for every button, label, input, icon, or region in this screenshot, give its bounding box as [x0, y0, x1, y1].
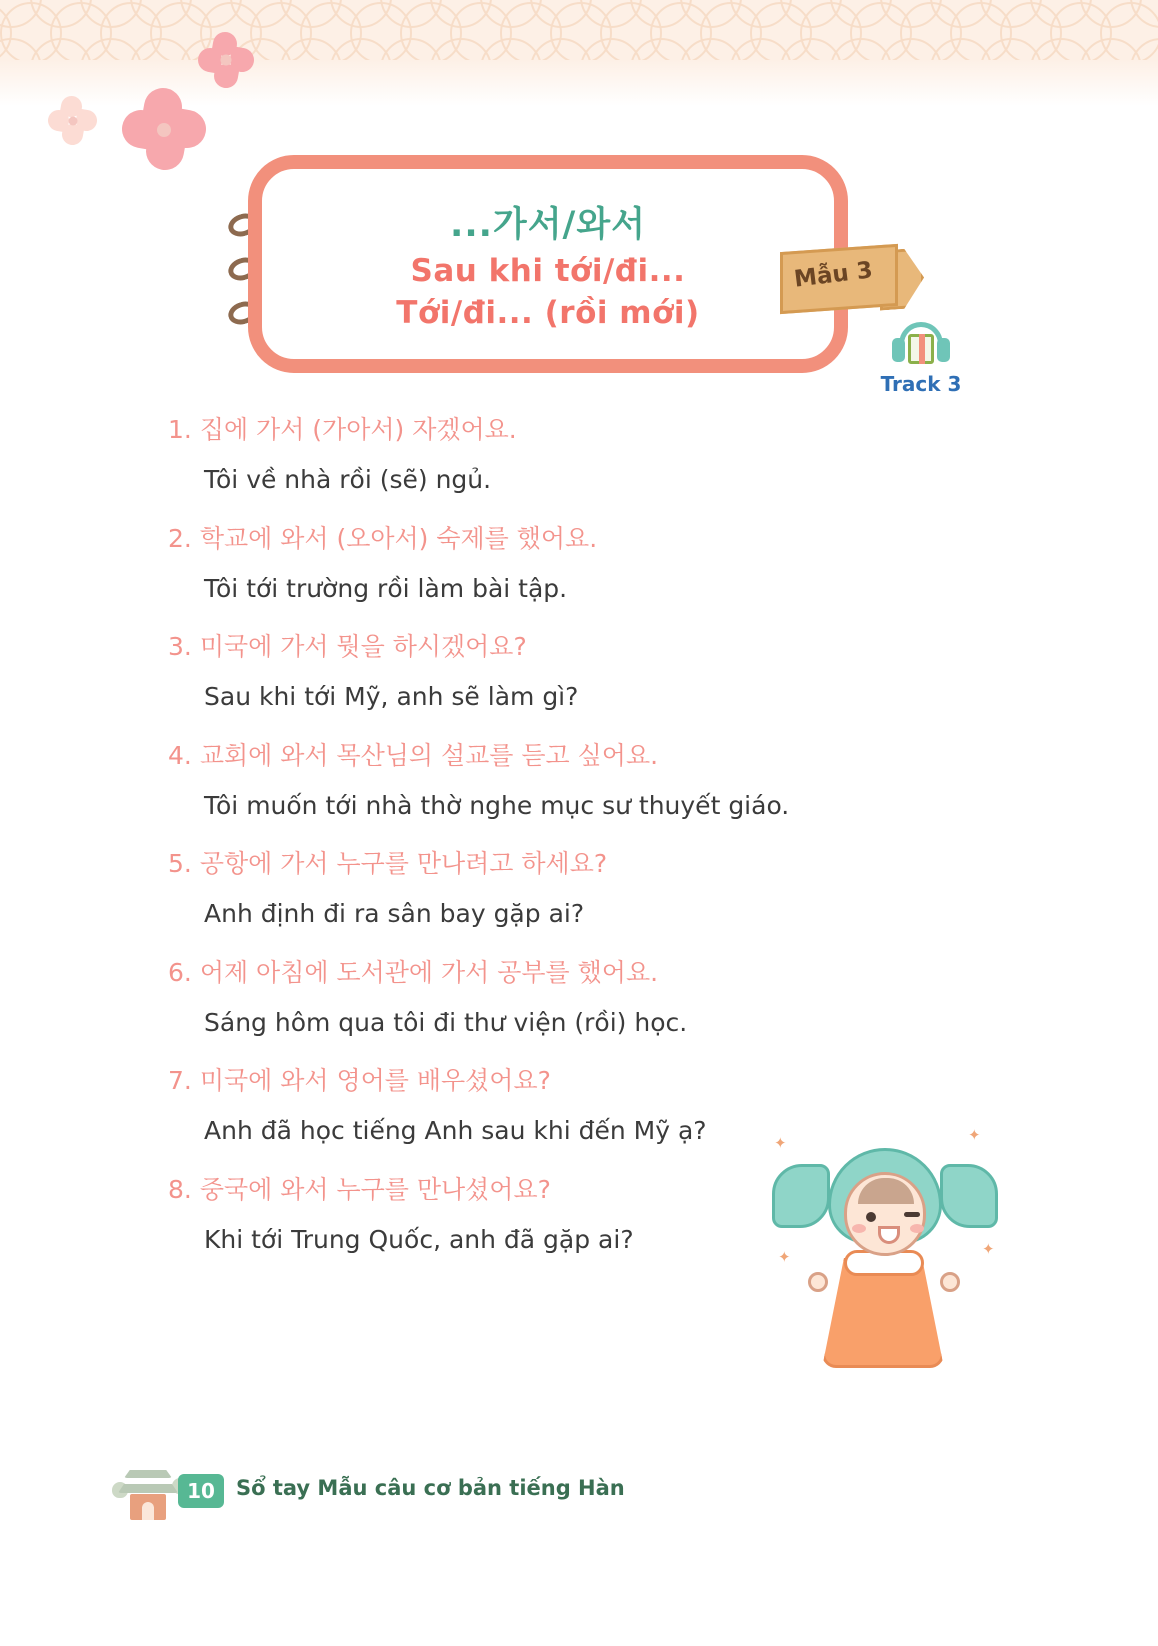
- girl-cheek-right: [910, 1224, 924, 1233]
- sentence-vietnamese: Tôi về nhà rồi (sẽ) ngủ.: [204, 465, 492, 495]
- candy-wrapper-right: [940, 1164, 998, 1228]
- sentence-vietnamese: Sau khi tới Mỹ, anh sẽ làm gì?: [204, 682, 579, 712]
- sentence-korean: 1. 집에 가서 (가아서) 자겠어요.: [168, 415, 517, 444]
- sentence-korean: 3. 미국에 가서 뭣을 하시겠어요?: [168, 632, 527, 661]
- sentence-korean: 4. 교회에 와서 목산님의 설교를 듣고 싶어요.: [168, 740, 659, 770]
- girl-eye-left: [866, 1212, 876, 1222]
- list-item: [168, 846, 988, 933]
- sentence-vietnamese: Anh đã học tiếng Anh sau khi đến Mỹ ạ?: [204, 1116, 707, 1146]
- sentence-korean: 7. 미국에 와서 영어를 배우셨어요?: [168, 1066, 551, 1095]
- blossom-icon: [122, 88, 206, 172]
- sentence-vietnamese: Anh định đi ra sân bay gặp ai?: [204, 899, 585, 929]
- page-footer: [96, 1458, 796, 1528]
- sentence-vietnamese: Tôi tới trường rồi làm bài tập.: [204, 573, 568, 603]
- pattern-badge-label: Mẫu 3: [792, 257, 875, 293]
- blossom-icon: [198, 32, 258, 92]
- pattern-title-card: [248, 155, 848, 373]
- sentence-vietnamese: Sáng hôm qua tôi đi thư viện (rồi) học.: [204, 1007, 688, 1037]
- list-item: [168, 738, 988, 825]
- pattern-badge-sign: [780, 248, 920, 314]
- girl-eye-right: [904, 1212, 920, 1217]
- sentence-korean: 6. 어제 아침에 도서관에 가서 공부를 했어요.: [168, 957, 659, 987]
- girl-cheek-left: [852, 1224, 866, 1233]
- sentence-korean: 8. 중국에 와서 누구를 만나셨어요?: [168, 1174, 551, 1204]
- list-item: [168, 955, 988, 1042]
- sentence-vietnamese: Tôi muốn tới nhà thờ nghe mục sư thuyết giáo.: [204, 790, 790, 820]
- candy-girl-illustration: ✦ ✦ ✦ ✦: [770, 1120, 1000, 1380]
- track-label: Track 3: [880, 372, 962, 396]
- title-korean: ...가서/와서: [450, 205, 646, 245]
- list-item: [168, 412, 988, 499]
- page-number-badge: 10: [178, 1474, 224, 1508]
- list-item: [168, 521, 988, 608]
- list-item: [168, 629, 988, 716]
- title-vietnamese-line-2: Tới/đi... (rồi mới): [396, 295, 700, 331]
- girl-hand-left: [808, 1272, 828, 1292]
- girl-hand-right: [940, 1272, 960, 1292]
- candy-wrapper-left: [772, 1164, 830, 1228]
- pagoda-icon: [114, 1464, 184, 1522]
- track-badge[interactable]: [866, 322, 976, 396]
- sentence-vietnamese: Khi tới Trung Quốc, anh đã gặp ai?: [204, 1224, 634, 1254]
- sentence-korean: 2. 학교에 와서 (오아서) 숙제를 했어요.: [168, 523, 598, 553]
- title-vietnamese-line-1: Sau khi tới/đi...: [410, 253, 686, 289]
- headphones-book-icon: [890, 322, 952, 368]
- sentence-korean: 5. 공항에 가서 누구를 만나려고 하세요?: [168, 849, 608, 878]
- book-title: Sổ tay Mẫu câu cơ bản tiếng Hàn: [236, 1476, 625, 1500]
- blossom-icon: [48, 96, 100, 148]
